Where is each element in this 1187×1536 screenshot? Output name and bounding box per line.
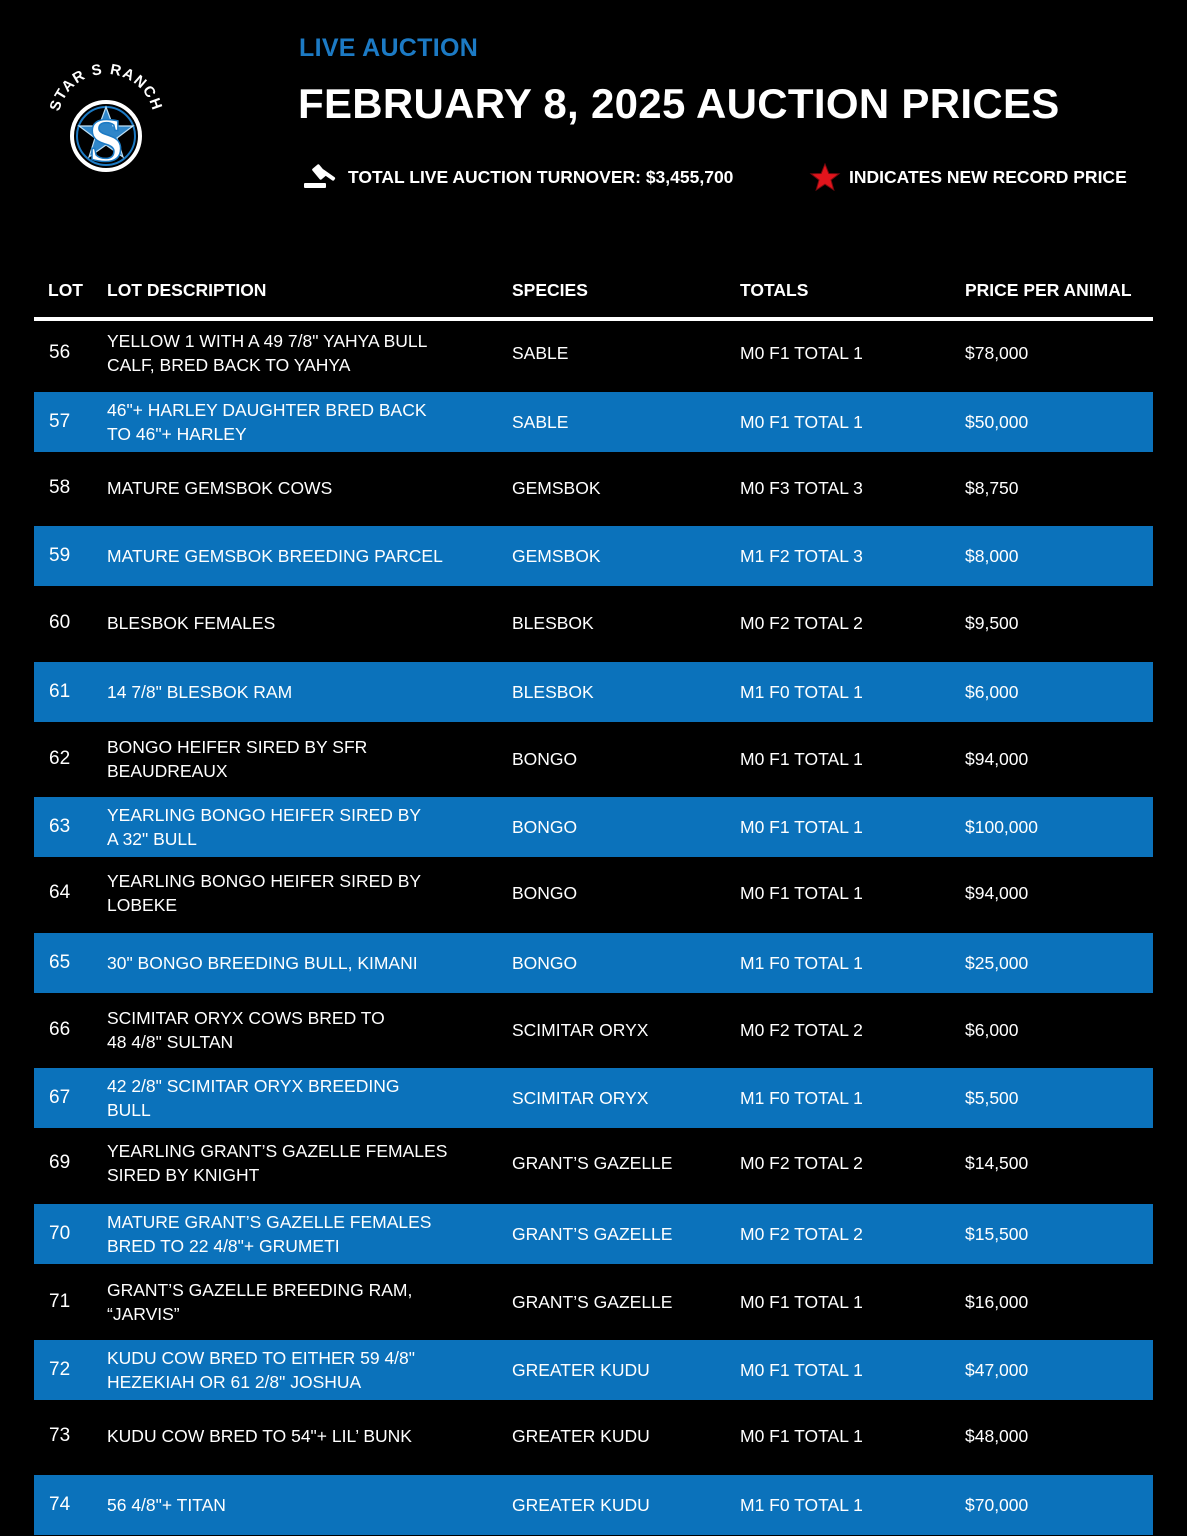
lot-number: 59 — [49, 545, 71, 566]
lot-description-line: LOBEKE — [107, 895, 178, 915]
lot-description — [107, 1278, 457, 1326]
totals: M0 F2 TOTAL 2 — [740, 1224, 863, 1244]
price-per-animal: $16,000 — [965, 1292, 1029, 1312]
lot-description-line: 46"+ HARLEY DAUGHTER BRED BACK — [107, 400, 427, 420]
price-per-animal: $47,000 — [965, 1360, 1029, 1380]
table-row — [34, 933, 1153, 993]
lot-number: 70 — [49, 1223, 71, 1244]
table-row — [34, 1272, 1153, 1332]
lot-description-line: GRANT’S GAZELLE BREEDING RAM, — [107, 1280, 413, 1300]
col-lot: LOT — [48, 280, 83, 300]
totals: M0 F1 TOTAL 1 — [740, 749, 863, 769]
table-row — [34, 1068, 1153, 1128]
lot-description — [107, 1006, 457, 1054]
table-row — [34, 392, 1153, 452]
totals: M0 F1 TOTAL 1 — [740, 1426, 863, 1446]
col-price: PRICE PER ANIMAL — [965, 280, 1132, 300]
logo-text: STAR S RANCH — [46, 60, 166, 114]
table-row — [34, 1133, 1153, 1193]
lot-description — [107, 1139, 457, 1187]
lot-description — [107, 611, 457, 635]
species: BONGO — [512, 817, 578, 837]
species: BONGO — [512, 749, 578, 769]
totals: M0 F2 TOTAL 2 — [740, 613, 863, 633]
price-per-animal: $50,000 — [965, 412, 1029, 432]
totals: M1 F0 TOTAL 1 — [740, 953, 863, 973]
lot-description-line: TO 46"+ HARLEY — [107, 424, 247, 444]
table-row — [34, 526, 1153, 586]
lot-description — [107, 1346, 457, 1394]
lot-number: 65 — [49, 952, 71, 973]
species: GREATER KUDU — [512, 1360, 650, 1380]
price-per-animal: $94,000 — [965, 749, 1029, 769]
totals: M0 F1 TOTAL 1 — [740, 1292, 863, 1312]
species: GREATER KUDU — [512, 1495, 650, 1515]
totals: M0 F3 TOTAL 3 — [740, 478, 863, 498]
lot-description — [107, 476, 457, 500]
species: BONGO — [512, 953, 578, 973]
lot-number: 63 — [49, 816, 71, 837]
lot-description-line: SIRED BY KNIGHT — [107, 1165, 260, 1185]
lot-description — [107, 544, 457, 568]
lot-number: 62 — [49, 748, 71, 769]
lot-number: 61 — [49, 681, 71, 702]
species: GREATER KUDU — [512, 1426, 650, 1446]
table-row — [34, 458, 1153, 518]
lot-description — [107, 869, 457, 917]
table-row — [34, 593, 1153, 653]
totals: M0 F1 TOTAL 1 — [740, 817, 863, 837]
lot-number: 60 — [49, 612, 71, 633]
lot-description-line: 48 4/8" SULTAN — [107, 1032, 234, 1052]
lot-description-line: YEARLING GRANT’S GAZELLE FEMALES — [107, 1141, 448, 1161]
price-per-animal: $25,000 — [965, 953, 1029, 973]
totals: M1 F2 TOTAL 3 — [740, 546, 863, 566]
species: GRANT’S GAZELLE — [512, 1224, 673, 1244]
species: SCIMITAR ORYX — [512, 1088, 649, 1108]
price-per-animal: $9,500 — [965, 613, 1019, 633]
lot-description-line: BEAUDREAUX — [107, 761, 228, 781]
table-row — [34, 1406, 1153, 1466]
col-totals: TOTALS — [740, 280, 809, 300]
lot-description-line: KUDU COW BRED TO 54"+ LIL’ BUNK — [107, 1426, 412, 1446]
table-row — [34, 797, 1153, 857]
lot-description-line: BULL — [107, 1100, 151, 1120]
lot-description-line: BRED TO 22 4/8"+ GRUMETI — [107, 1236, 340, 1256]
lot-description-line: HEZEKIAH OR 61 2/8" JOSHUA — [107, 1372, 362, 1392]
price-per-animal: $6,000 — [965, 1020, 1019, 1040]
table-row — [34, 1475, 1153, 1535]
lot-description-line: YEARLING BONGO HEIFER SIRED BY — [107, 871, 422, 891]
species: SABLE — [512, 343, 569, 363]
totals: M0 F1 TOTAL 1 — [740, 883, 863, 903]
table-row — [34, 1340, 1153, 1400]
price-per-animal: $5,500 — [965, 1088, 1019, 1108]
totals: M1 F0 TOTAL 1 — [740, 682, 863, 702]
lot-description-line: 14 7/8" BLESBOK RAM — [107, 682, 293, 702]
lot-description — [107, 803, 457, 851]
price-per-animal: $15,500 — [965, 1224, 1029, 1244]
lot-description — [107, 1424, 457, 1448]
lot-description-line: 42 2/8" SCIMITAR ORYX BREEDING — [107, 1076, 400, 1096]
price-per-animal: $100,000 — [965, 817, 1038, 837]
price-per-animal: $48,000 — [965, 1426, 1029, 1446]
lot-description — [107, 329, 457, 377]
lot-description — [107, 680, 457, 704]
species: GEMSBOK — [512, 478, 601, 498]
species: GRANT’S GAZELLE — [512, 1292, 673, 1312]
lot-description-line: 56 4/8"+ TITAN — [107, 1495, 226, 1515]
record-note: INDICATES NEW RECORD PRICE — [849, 166, 1127, 187]
lot-description-line: 30" BONGO BREEDING BULL, KIMANI — [107, 953, 418, 973]
lot-number: 73 — [49, 1425, 71, 1446]
lot-description-line: YEARLING BONGO HEIFER SIRED BY — [107, 805, 422, 825]
species: SABLE — [512, 412, 569, 432]
lot-description-line: BONGO HEIFER SIRED BY SFR — [107, 737, 368, 757]
table-row — [34, 1204, 1153, 1264]
col-species: SPECIES — [512, 280, 588, 300]
price-per-animal: $6,000 — [965, 682, 1019, 702]
turnover-text: TOTAL LIVE AUCTION TURNOVER: $3,455,700 — [348, 166, 734, 187]
lot-number: 67 — [49, 1087, 71, 1108]
lot-description-line: “JARVIS” — [107, 1304, 180, 1324]
species: GEMSBOK — [512, 546, 601, 566]
totals: M0 F1 TOTAL 1 — [740, 1360, 863, 1380]
col-description: LOT DESCRIPTION — [107, 280, 267, 300]
lot-number: 69 — [49, 1152, 71, 1173]
totals: M1 F0 TOTAL 1 — [740, 1088, 863, 1108]
table-row — [34, 1000, 1153, 1060]
lot-number: 57 — [49, 411, 71, 432]
species: SCIMITAR ORYX — [512, 1020, 649, 1040]
lot-description-line: BLESBOK FEMALES — [107, 613, 276, 633]
lot-number: 58 — [49, 477, 71, 498]
lot-description-line: KUDU COW BRED TO EITHER 59 4/8" — [107, 1348, 415, 1368]
lot-description — [107, 735, 457, 783]
price-per-animal: $94,000 — [965, 883, 1029, 903]
lot-description-line: MATURE GEMSBOK COWS — [107, 478, 333, 498]
lot-number: 74 — [49, 1494, 71, 1515]
totals: M0 F1 TOTAL 1 — [740, 343, 863, 363]
species: GRANT’S GAZELLE — [512, 1153, 673, 1173]
lot-description — [107, 951, 457, 975]
lot-description-line: SCIMITAR ORYX COWS BRED TO — [107, 1008, 385, 1028]
table-row — [34, 662, 1153, 722]
totals: M0 F2 TOTAL 2 — [740, 1153, 863, 1173]
price-per-animal: $78,000 — [965, 343, 1029, 363]
species: BLESBOK — [512, 613, 594, 633]
page-title: FEBRUARY 8, 2025 AUCTION PRICES — [298, 80, 1060, 127]
lot-description — [107, 398, 457, 446]
totals: M0 F1 TOTAL 1 — [740, 412, 863, 432]
lot-number: 66 — [49, 1019, 71, 1040]
logo-letter: S — [88, 107, 124, 175]
table-row — [34, 863, 1153, 923]
price-per-animal: $70,000 — [965, 1495, 1029, 1515]
lot-number: 64 — [49, 882, 71, 903]
lot-description-line: MATURE GRANT’S GAZELLE FEMALES — [107, 1212, 432, 1232]
lot-description — [107, 1074, 457, 1122]
price-per-animal: $8,000 — [965, 546, 1019, 566]
eyebrow-label: LIVE AUCTION — [299, 34, 479, 62]
lot-description-line: CALF, BRED BACK TO YAHYA — [107, 355, 351, 375]
lot-description — [107, 1493, 457, 1517]
species: BONGO — [512, 883, 578, 903]
species: BLESBOK — [512, 682, 594, 702]
lot-description-line: MATURE GEMSBOK BREEDING PARCEL — [107, 546, 443, 566]
lot-description-line: YELLOW 1 WITH A 49 7/8" YAHYA BULL — [107, 331, 428, 351]
lot-number: 56 — [49, 342, 71, 363]
lot-description-line: A 32" BULL — [107, 829, 197, 849]
totals: M0 F2 TOTAL 2 — [740, 1020, 863, 1040]
table-row — [34, 323, 1153, 383]
lot-number: 71 — [49, 1291, 71, 1312]
price-per-animal: $8,750 — [965, 478, 1019, 498]
lot-number: 72 — [49, 1359, 71, 1380]
totals: M1 F0 TOTAL 1 — [740, 1495, 863, 1515]
price-per-animal: $14,500 — [965, 1153, 1029, 1173]
table-row — [34, 729, 1153, 789]
lot-description — [107, 1210, 457, 1258]
